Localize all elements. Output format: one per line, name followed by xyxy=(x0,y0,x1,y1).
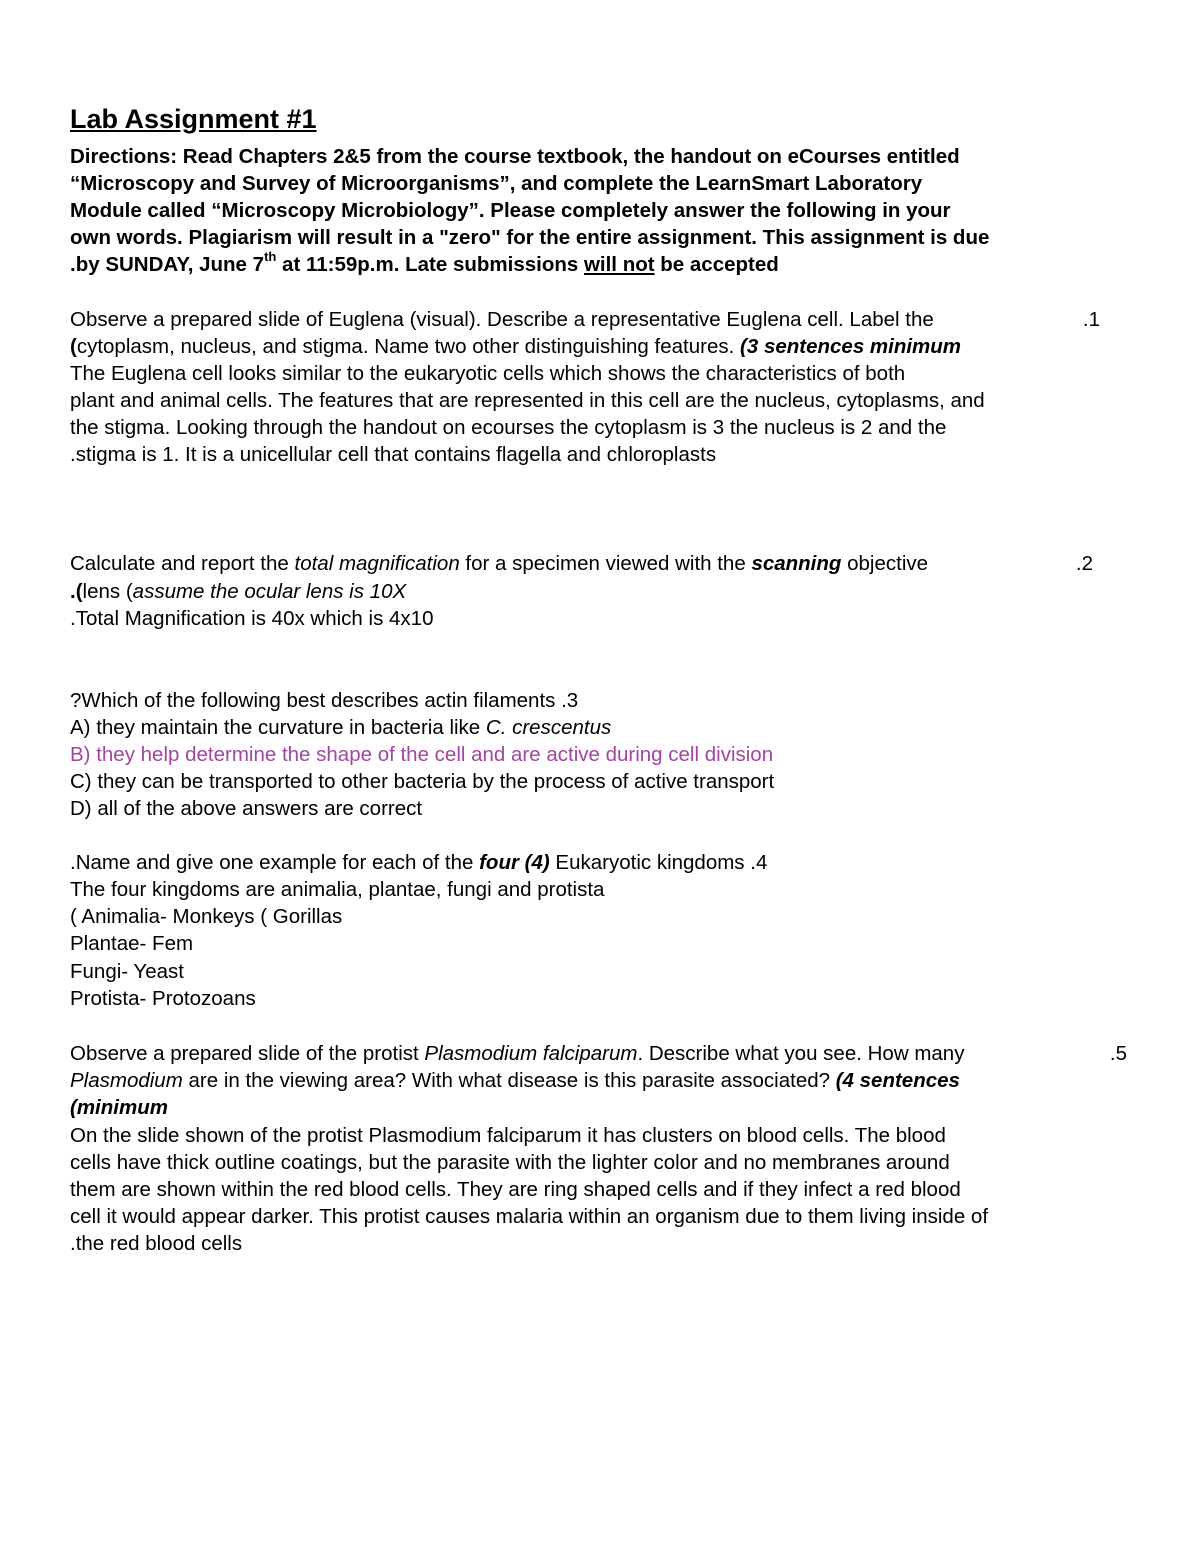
directions-line-5 xyxy=(70,251,1140,278)
q1-sentence-requirement: (3 sentences minimum xyxy=(740,335,962,358)
date-superscript: th xyxy=(264,249,277,265)
q5-answer-line-4: cell it would appear darker. This protist causes malaria within an organism due to them living inside of xyxy=(70,1205,989,1228)
q4-number: .4 xyxy=(750,851,768,874)
directions-line-4: own words. Plagiarism will result in a "zero" for the entire assignment. This assignment is due xyxy=(70,226,990,249)
due-time-text: at 11:59p.m. Late submissions xyxy=(276,253,584,276)
q5-line-2 xyxy=(70,1067,1140,1094)
q1-answer-line-2: plant and animal cells. The features that are represented in this cell are the nucleus, cytoplasms, and xyxy=(70,389,985,412)
directions-line-1: Directions: Read Chapters 2&5 from the course textbook, the handout on eCourses entitled xyxy=(70,145,960,168)
q1-answer-line-3: the stigma. Looking through the handout on ecourses the cytoplasm is 3 the nucleus is 2 and the xyxy=(70,416,947,439)
q1-prompt-2: cytoplasm, nucleus, and stigma. Name two other distinguishing features. xyxy=(76,335,735,358)
q2-lens: lens ( xyxy=(82,580,133,603)
q1-line-1 xyxy=(70,306,1140,333)
q2-ocular-note: assume the ocular lens is 10X xyxy=(132,580,407,603)
q3-option-a-species: C. crescentus xyxy=(485,716,612,739)
q2-prompt-b: for a specimen viewed with the xyxy=(459,552,752,575)
q5-genus: Plasmodium xyxy=(70,1069,183,1092)
q1-answer-line-4: .stigma is 1. It is a unicellular cell that contains flagella and chloroplasts xyxy=(70,443,717,466)
q2-objective: objective xyxy=(841,552,929,575)
q4-answer-line-5: Protista- Protozoans xyxy=(70,987,256,1010)
q5-prompt-c: are in the viewing area? With what disease is this parasite associated? xyxy=(182,1069,831,1092)
q1-line-2 xyxy=(70,333,1140,360)
q4-four: four (4) xyxy=(479,851,550,874)
q2-scanning: scanning xyxy=(751,552,842,575)
page-title: Lab Assignment #1 xyxy=(70,104,317,134)
q4-answer-line-3: Plantae- Fem xyxy=(70,932,194,955)
q2-total-magnification: total magnification xyxy=(294,552,460,575)
directions-line-2: “Microscopy and Survey of Microorganisms”, and complete the LearnSmart Laboratory xyxy=(70,172,923,195)
q5-answer-line-1: On the slide shown of the protist Plasmodium falciparum it has clusters on blood cells. The blood xyxy=(70,1124,946,1147)
q5-number: .5 xyxy=(1109,1042,1127,1065)
q3-number: .3 xyxy=(561,689,579,712)
q1-number: .1 xyxy=(1082,308,1100,331)
q4-line xyxy=(70,849,1140,876)
q3-line xyxy=(70,687,1140,714)
q4-prompt-b: Eukaryotic kingdoms xyxy=(549,851,745,874)
q2-paren: .( xyxy=(70,580,83,603)
q1-answer-line-1: The Euglena cell looks similar to the eukaryotic cells which shows the characteristics of both xyxy=(70,362,906,385)
q5-answer-line-5: .the red blood cells xyxy=(70,1232,243,1255)
q2-line-1 xyxy=(70,550,1140,577)
directions-line-3: Module called “Microscopy Microbiology”. Please completely answer the following in your xyxy=(70,199,951,222)
q3-question: ?Which of the following best describes actin filaments xyxy=(70,689,556,712)
q5-line-1 xyxy=(70,1040,1140,1067)
due-date-text: .by SUNDAY, June 7 xyxy=(70,253,265,276)
q5-answer-line-3: them are shown within the red blood cells. They are ring shaped cells and if they infect a red blood xyxy=(70,1178,961,1201)
q5-prompt-b: . Describe what you see. How many xyxy=(637,1042,965,1065)
q3-option-d: D) all of the above answers are correct xyxy=(70,797,423,820)
q1-prompt-1: Observe a prepared slide of Euglena (visual). Describe a representative Euglena cell. Label the xyxy=(70,308,934,331)
q4-answer-line-1: The four kingdoms are animalia, plantae, fungi and protista xyxy=(70,878,605,901)
q2-line-2 xyxy=(70,578,1140,605)
q2-number: .2 xyxy=(1075,552,1093,575)
q4-prompt-a: .Name and give one example for each of the xyxy=(70,851,480,874)
q5-prompt-a: Observe a prepared slide of the protist xyxy=(70,1042,425,1065)
q3-option-c: C) they can be transported to other bacteria by the process of active transport xyxy=(70,770,775,793)
q4-answer-line-4: Fungi- Yeast xyxy=(70,960,184,983)
q1-paren: ( xyxy=(70,335,77,358)
q5-answer-line-2: cells have thick outline coatings, but the parasite with the lighter color and no membranes around xyxy=(70,1151,950,1174)
accepted-text: be accepted xyxy=(654,253,779,276)
will-not-text: will not xyxy=(583,253,655,276)
q2-prompt-a: Calculate and report the xyxy=(70,552,295,575)
q5-sentence-requirement: (4 sentences xyxy=(835,1069,960,1092)
q5-species: Plasmodium falciparum xyxy=(424,1042,638,1065)
q4-answer-line-2: ( Animalia- Monkeys ( Gorillas xyxy=(70,905,343,928)
q3-option-a xyxy=(70,714,1140,741)
q3-option-a-text: A) they maintain the curvature in bacteria like xyxy=(70,716,486,739)
q2-answer: .Total Magnification is 40x which is 4x10 xyxy=(70,607,434,630)
q5-minimum: (minimum xyxy=(70,1096,168,1119)
q3-option-b-selected: B) they help determine the shape of the cell and are active during cell division xyxy=(70,743,774,766)
